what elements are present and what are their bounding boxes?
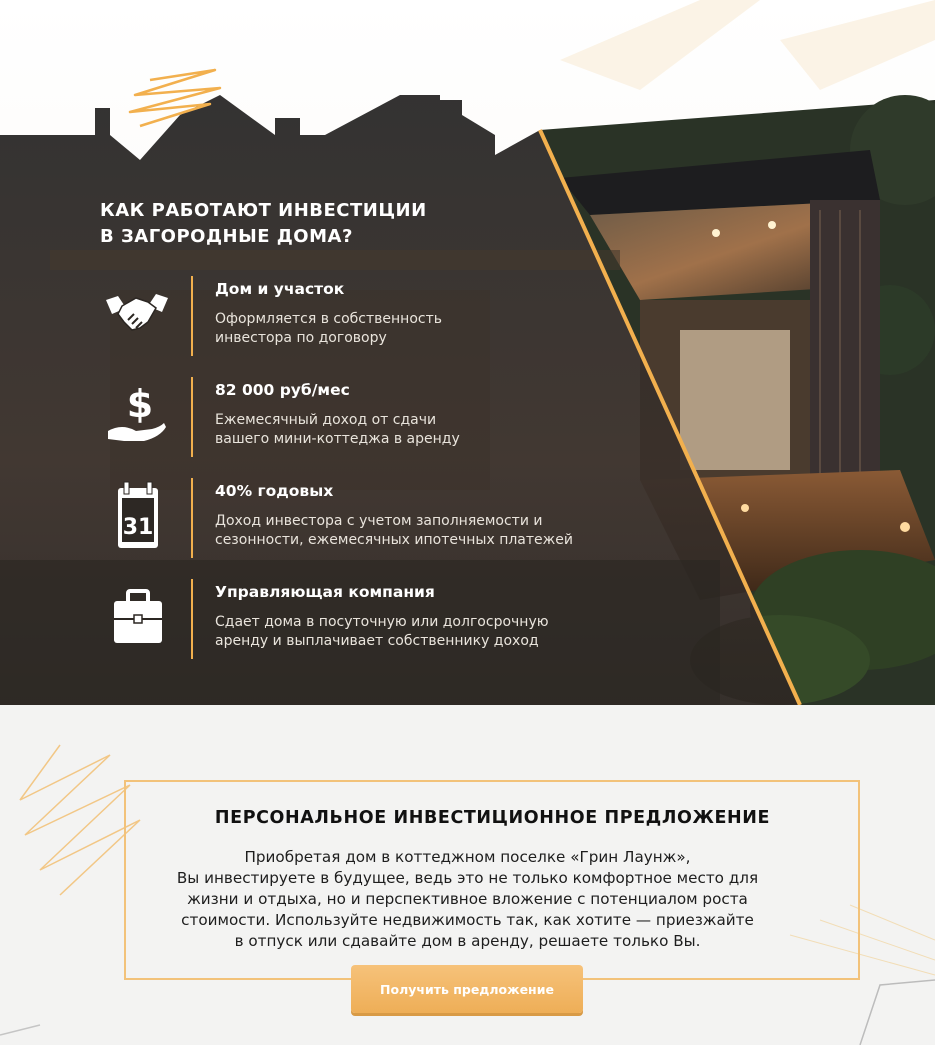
get-offer-button[interactable]: Получить предложение xyxy=(351,965,583,1013)
hero-title-line: В ЗАГОРОДНЫЕ ДОМА? xyxy=(100,226,353,247)
feature-description-line: Ежемесячный доход от сдачи xyxy=(215,412,437,428)
svg-text:$: $ xyxy=(126,382,154,426)
feature-house-land xyxy=(100,276,620,356)
offer-text-line: Вы инвестируете в будущее, ведь это не только комфортное место для xyxy=(176,869,759,887)
feature-divider xyxy=(191,377,193,457)
feature-annual-return xyxy=(100,478,620,558)
feature-description xyxy=(215,613,635,651)
offer-text-line: жизни и отдыха, но и перспективное вложение с потенциалом роста xyxy=(187,890,748,908)
hero-title-line: КАК РАБОТАЮТ ИНВЕСТИЦИИ xyxy=(100,200,427,221)
feature-description-line: вашего мини-коттеджа в аренду xyxy=(215,431,460,447)
feature-title: 82 000 руб/мес xyxy=(215,381,350,399)
feature-description xyxy=(215,310,635,348)
feature-description-line: инвестора по договору xyxy=(215,330,387,346)
feature-divider xyxy=(191,276,193,356)
feature-description xyxy=(215,512,635,550)
feature-management-company xyxy=(100,579,620,659)
offer-text-line: в отпуск или сдавайте дом в аренду, решаете только Вы. xyxy=(234,932,701,950)
feature-description-line: аренду и выплачивает собственнику доход xyxy=(215,633,539,649)
feature-description-line: Доход инвестора с учетом заполняемости и xyxy=(215,513,543,529)
handshake-icon xyxy=(104,278,170,348)
offer-title: ПЕРСОНАЛЬНОЕ ИНВЕСТИЦИОННОЕ ПРЕДЛОЖЕНИЕ xyxy=(214,808,771,828)
feature-description xyxy=(215,411,635,449)
calendar-icon xyxy=(104,480,170,550)
feature-title: Дом и участок xyxy=(215,280,345,298)
feature-monthly-income xyxy=(100,377,620,457)
feature-divider xyxy=(191,478,193,558)
feature-description-line: Оформляется в собственность xyxy=(215,311,443,327)
hero-title xyxy=(100,198,500,250)
feature-title: 40% годовых xyxy=(215,482,334,500)
feature-divider xyxy=(191,579,193,659)
briefcase-icon xyxy=(104,581,170,651)
feature-title: Управляющая компания xyxy=(215,583,435,601)
feature-description-line: Сдает дома в посуточную или долгосрочную xyxy=(215,614,549,630)
offer-text-line: Приобретая дом в коттеджном поселке «Грин Лаунж», xyxy=(244,848,691,866)
feature-description-line: сезонности, ежемесячных ипотечных платежей xyxy=(215,532,573,548)
offer-section xyxy=(0,705,935,1045)
calendar-number: 31 xyxy=(122,515,154,540)
dollar-hand-icon xyxy=(104,379,170,449)
offer-text-line: стоимости. Используйте недвижимость так, как хотите — приезжайте xyxy=(181,911,754,929)
offer-text xyxy=(105,847,830,952)
